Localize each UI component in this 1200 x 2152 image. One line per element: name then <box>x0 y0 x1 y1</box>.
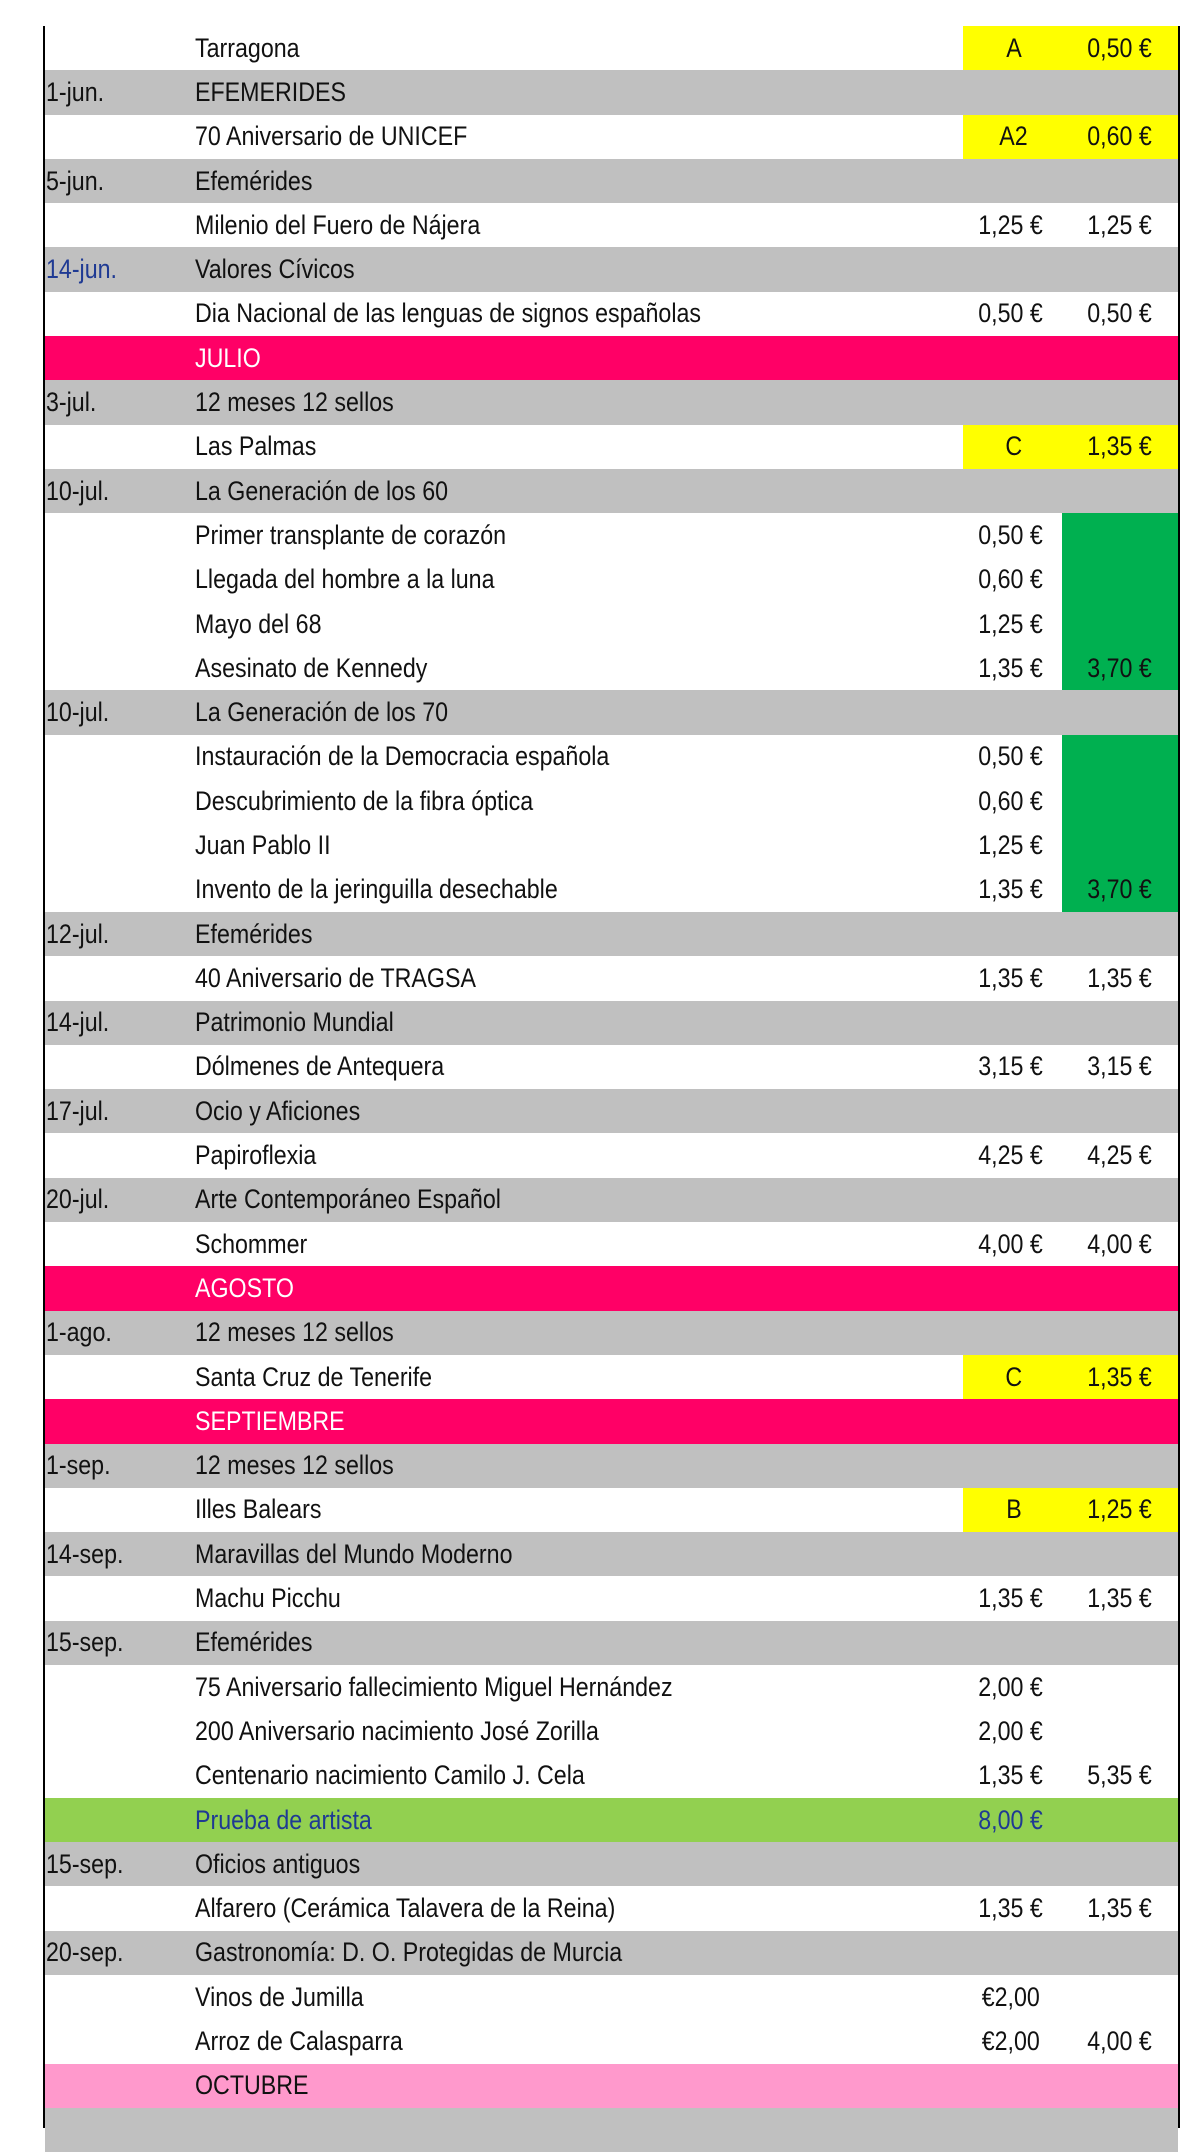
section-title: Efemérides <box>195 918 313 949</box>
item-row <box>45 513 1178 557</box>
item-row <box>45 956 1178 1000</box>
stamp-price: 2,00 € <box>978 1671 1044 1702</box>
item-row <box>45 779 1178 823</box>
section-title: Efemérides <box>195 1627 313 1658</box>
section-header-row <box>45 1842 1178 1886</box>
section-title: AGOSTO <box>195 1272 294 1303</box>
stamp-title: Illes Balears <box>195 1494 322 1525</box>
item-row <box>45 1488 1178 1532</box>
item-row <box>45 868 1178 912</box>
series-total: 0,50 € <box>1087 298 1153 329</box>
item-row <box>45 558 1178 602</box>
stamp-title: Instauración de la Democracia española <box>195 741 610 772</box>
stamp-price: 1,25 € <box>978 829 1044 860</box>
stamp-price: 8,00 € <box>978 1804 1044 1835</box>
item-row <box>45 1576 1178 1620</box>
section-title <box>195 2108 985 2152</box>
series-total: 1,35 € <box>1087 1583 1153 1614</box>
series-total <box>1062 779 1178 823</box>
item-row <box>45 26 1178 70</box>
stamp-price: 3,15 € <box>978 1051 1044 1082</box>
month-header-row <box>45 2064 1178 2108</box>
item-row <box>45 735 1178 779</box>
item-row <box>45 1665 1178 1709</box>
series-total <box>1062 602 1178 646</box>
issue-date <box>45 779 196 823</box>
section-header-row <box>45 1311 1178 1355</box>
series-total <box>1062 558 1178 602</box>
series-total: 5,35 € <box>1087 1760 1153 1791</box>
stamp-price: A2 <box>963 115 1065 159</box>
issue-date <box>45 2108 196 2152</box>
section-header-row <box>45 1621 1178 1665</box>
month-header-row <box>45 1399 1178 1443</box>
series-total: 1,35 € <box>1087 1893 1153 1924</box>
series-total: 1,35 € <box>1062 1355 1178 1399</box>
month-header-row <box>45 1266 1178 1310</box>
series-total: 3,15 € <box>1087 1051 1153 1082</box>
series-total: 1,25 € <box>1087 209 1153 240</box>
issue-date <box>45 1754 196 1798</box>
series-total <box>1062 513 1178 557</box>
issue-date <box>45 1886 196 1930</box>
item-row <box>45 1886 1178 1930</box>
section-title: 12 meses 12 sellos <box>195 387 394 418</box>
stamp-price: A <box>963 26 1065 70</box>
stamp-title: Dia Nacional de las lenguas de signos españolas <box>195 298 702 329</box>
issue-date: 14-sep. <box>46 1538 124 1569</box>
section-title: Ocio y Aficiones <box>195 1095 361 1126</box>
issue-date <box>45 2019 196 2063</box>
issue-date <box>45 1266 196 1310</box>
section-title: OCTUBRE <box>195 2070 309 2101</box>
series-total: 1,35 € <box>1087 962 1153 993</box>
section-title: Gastronomía: D. O. Protegidas de Murcia <box>195 1937 623 1968</box>
section-header-row <box>45 1444 1178 1488</box>
issue-date <box>45 868 196 912</box>
stamp-price: 2,00 € <box>978 1715 1044 1746</box>
section-header-row <box>45 70 1178 114</box>
section-title: Valores Cívicos <box>195 254 355 285</box>
section-title: SEPTIEMBRE <box>195 1405 345 1436</box>
stamp-price: 1,25 € <box>978 209 1044 240</box>
section-header-row <box>45 469 1178 513</box>
stamp-price: 4,00 € <box>978 1228 1044 1259</box>
issue-date <box>45 1355 196 1399</box>
stamp-calendar-sheet <box>43 26 1180 2128</box>
issue-date <box>45 292 196 336</box>
series-total: 3,70 € <box>1062 646 1178 690</box>
section-header-row <box>45 690 1178 734</box>
issue-date: 10-jul. <box>46 697 110 728</box>
stamp-title: Mayo del 68 <box>195 608 322 639</box>
stamp-price: 4,25 € <box>978 1140 1044 1171</box>
stamp-title: Invento de la jeringuilla desechable <box>195 874 558 905</box>
section-header-row <box>45 247 1178 291</box>
issue-date: 15-sep. <box>46 1627 124 1658</box>
section-header-row <box>45 159 1178 203</box>
stamp-title: Machu Picchu <box>195 1583 341 1614</box>
stamp-price: 0,50 € <box>978 298 1044 329</box>
section-title: Arte Contemporáneo Español <box>195 1184 501 1215</box>
stamp-title: Asesinato de Kennedy <box>195 652 428 683</box>
issue-date <box>45 1709 196 1753</box>
section-header-row <box>45 1532 1178 1576</box>
issue-date <box>45 1133 196 1177</box>
stamp-issue-table <box>45 26 1178 2152</box>
item-row <box>45 823 1178 867</box>
stamp-price: C <box>963 425 1065 469</box>
section-title: Maravillas del Mundo Moderno <box>195 1538 513 1569</box>
series-total <box>1062 1709 1178 1753</box>
stamp-title: Milenio del Fuero de Nájera <box>195 209 481 240</box>
issue-date <box>45 558 196 602</box>
stamp-title: Llegada del hombre a la luna <box>195 564 495 595</box>
section-header-row <box>45 1931 1178 1975</box>
item-row <box>45 646 1178 690</box>
section-title: Patrimonio Mundial <box>195 1007 394 1038</box>
issue-date <box>45 2064 196 2108</box>
section-title: Oficios antiguos <box>195 1848 361 1879</box>
stamp-title: Centenario nacimiento Camilo J. Cela <box>195 1760 585 1791</box>
issue-date <box>45 1665 196 1709</box>
section-header-row <box>45 1178 1178 1222</box>
item-row <box>45 203 1178 247</box>
item-row <box>45 425 1178 469</box>
item-row <box>45 1045 1178 1089</box>
issue-date <box>45 1798 196 1842</box>
stamp-title: Santa Cruz de Tenerife <box>195 1361 433 1392</box>
issue-date <box>45 336 196 380</box>
stamp-price: 1,35 € <box>978 1583 1044 1614</box>
month-header-row <box>45 336 1178 380</box>
stamp-title: 40 Aniversario de TRAGSA <box>195 962 476 993</box>
issue-date: 1-sep. <box>46 1450 111 1481</box>
item-row <box>45 115 1178 159</box>
issue-date <box>45 26 196 70</box>
stamp-title: Primer transplante de corazón <box>195 519 507 550</box>
section-title: EFEMERIDES <box>195 76 346 107</box>
series-total: 4,00 € <box>1087 2026 1153 2056</box>
issue-date <box>45 602 196 646</box>
item-row <box>45 1133 1178 1177</box>
section-title: Efemérides <box>195 165 313 196</box>
stamp-price: 1,35 € <box>978 652 1044 683</box>
issue-date <box>45 425 196 469</box>
issue-date: 5-jun. <box>46 165 105 196</box>
issue-date: 20-sep. <box>46 1937 124 1968</box>
stamp-title: Vinos de Jumilla <box>195 1981 364 2012</box>
issue-date <box>45 513 196 557</box>
item-row <box>45 1355 1178 1399</box>
issue-date <box>45 735 196 779</box>
series-total: 4,00 € <box>1087 1228 1153 1259</box>
series-total: 0,50 € <box>1062 26 1178 70</box>
stamp-price: 1,35 € <box>978 962 1044 993</box>
section-title: 12 meses 12 sellos <box>195 1317 394 1348</box>
stamp-price: C <box>963 1355 1065 1399</box>
issue-date <box>45 956 196 1000</box>
stamp-price: €2,00 <box>981 2026 1041 2056</box>
issue-date <box>45 646 196 690</box>
issue-date: 12-jul. <box>46 918 110 949</box>
section-title: La Generación de los 60 <box>195 475 449 506</box>
stamp-price: 1,25 € <box>978 608 1044 639</box>
item-row <box>45 1975 1178 2019</box>
section-header-row <box>45 912 1178 956</box>
series-total: 1,35 € <box>1062 425 1178 469</box>
stamp-price: 1,35 € <box>978 874 1044 905</box>
issue-date: 20-jul. <box>46 1184 110 1215</box>
series-total: 1,25 € <box>1062 1488 1178 1532</box>
series-total: 0,60 € <box>1062 115 1178 159</box>
issue-date <box>45 1975 196 2019</box>
issue-date: 17-jul. <box>46 1095 110 1126</box>
issue-date <box>45 1576 196 1620</box>
stamp-price: 0,50 € <box>978 519 1044 550</box>
stamp-price: 1,35 € <box>978 1760 1044 1791</box>
item-row <box>45 292 1178 336</box>
stamp-title: Alfarero (Cerámica Talavera de la Reina) <box>195 1893 616 1924</box>
issue-date <box>45 115 196 159</box>
item-row <box>45 1754 1178 1798</box>
section-title: 12 meses 12 sellos <box>195 1450 394 1481</box>
issue-date <box>45 1222 196 1266</box>
item-row <box>45 2019 1178 2063</box>
issue-date <box>45 1488 196 1532</box>
series-total <box>1062 823 1178 867</box>
stamp-title: Descubrimiento de la fibra óptica <box>195 785 534 816</box>
stamp-title: Las Palmas <box>195 431 317 462</box>
section-header-row <box>45 2108 1178 2152</box>
issue-date <box>45 203 196 247</box>
stamp-title: Tarragona <box>195 32 300 63</box>
stamp-title: 75 Aniversario fallecimiento Miguel Hernández <box>195 1671 673 1702</box>
section-header-row <box>45 1089 1178 1133</box>
section-header-row <box>45 1001 1178 1045</box>
stamp-price: B <box>963 1488 1065 1532</box>
stamp-title: 70 Aniversario de UNICEF <box>195 121 468 152</box>
issue-date: 10-jul. <box>46 475 110 506</box>
issue-date <box>45 1045 196 1089</box>
stamp-title: 200 Aniversario nacimiento José Zorilla <box>195 1715 599 1746</box>
artist-proof-row <box>45 1798 1178 1842</box>
issue-date: 14-jul. <box>46 1007 110 1038</box>
issue-date <box>45 1399 196 1443</box>
issue-date: 3-jul. <box>46 387 97 418</box>
section-title: JULIO <box>195 342 261 373</box>
stamp-price: 1,35 € <box>978 1893 1044 1924</box>
series-total: 3,70 € <box>1062 868 1178 912</box>
item-row <box>45 1709 1178 1753</box>
stamp-price: 0,50 € <box>978 741 1044 772</box>
series-total <box>1062 735 1178 779</box>
issue-date: 15-sep. <box>46 1848 124 1879</box>
series-total <box>1062 1665 1178 1709</box>
stamp-price: €2,00 <box>981 1981 1041 2012</box>
issue-date <box>45 823 196 867</box>
item-row <box>45 1222 1178 1266</box>
stamp-price: 0,60 € <box>978 785 1044 816</box>
section-title: Prueba de artista <box>195 1804 372 1835</box>
stamp-title: Arroz de Calasparra <box>195 2026 403 2056</box>
issue-date: 1-ago. <box>46 1317 112 1348</box>
issue-date: 1-jun. <box>46 76 105 107</box>
stamp-title: Papiroflexia <box>195 1140 317 1171</box>
section-header-row <box>45 380 1178 424</box>
series-total: 4,25 € <box>1087 1140 1153 1171</box>
item-row <box>45 602 1178 646</box>
stamp-price: 0,60 € <box>978 564 1044 595</box>
series-total <box>1062 1975 1178 2019</box>
stamp-title: Dólmenes de Antequera <box>195 1051 445 1082</box>
stamp-title: Juan Pablo II <box>195 829 331 860</box>
issue-date: 14-jun. <box>46 254 118 285</box>
stamp-title: Schommer <box>195 1228 308 1259</box>
section-title: La Generación de los 70 <box>195 697 449 728</box>
